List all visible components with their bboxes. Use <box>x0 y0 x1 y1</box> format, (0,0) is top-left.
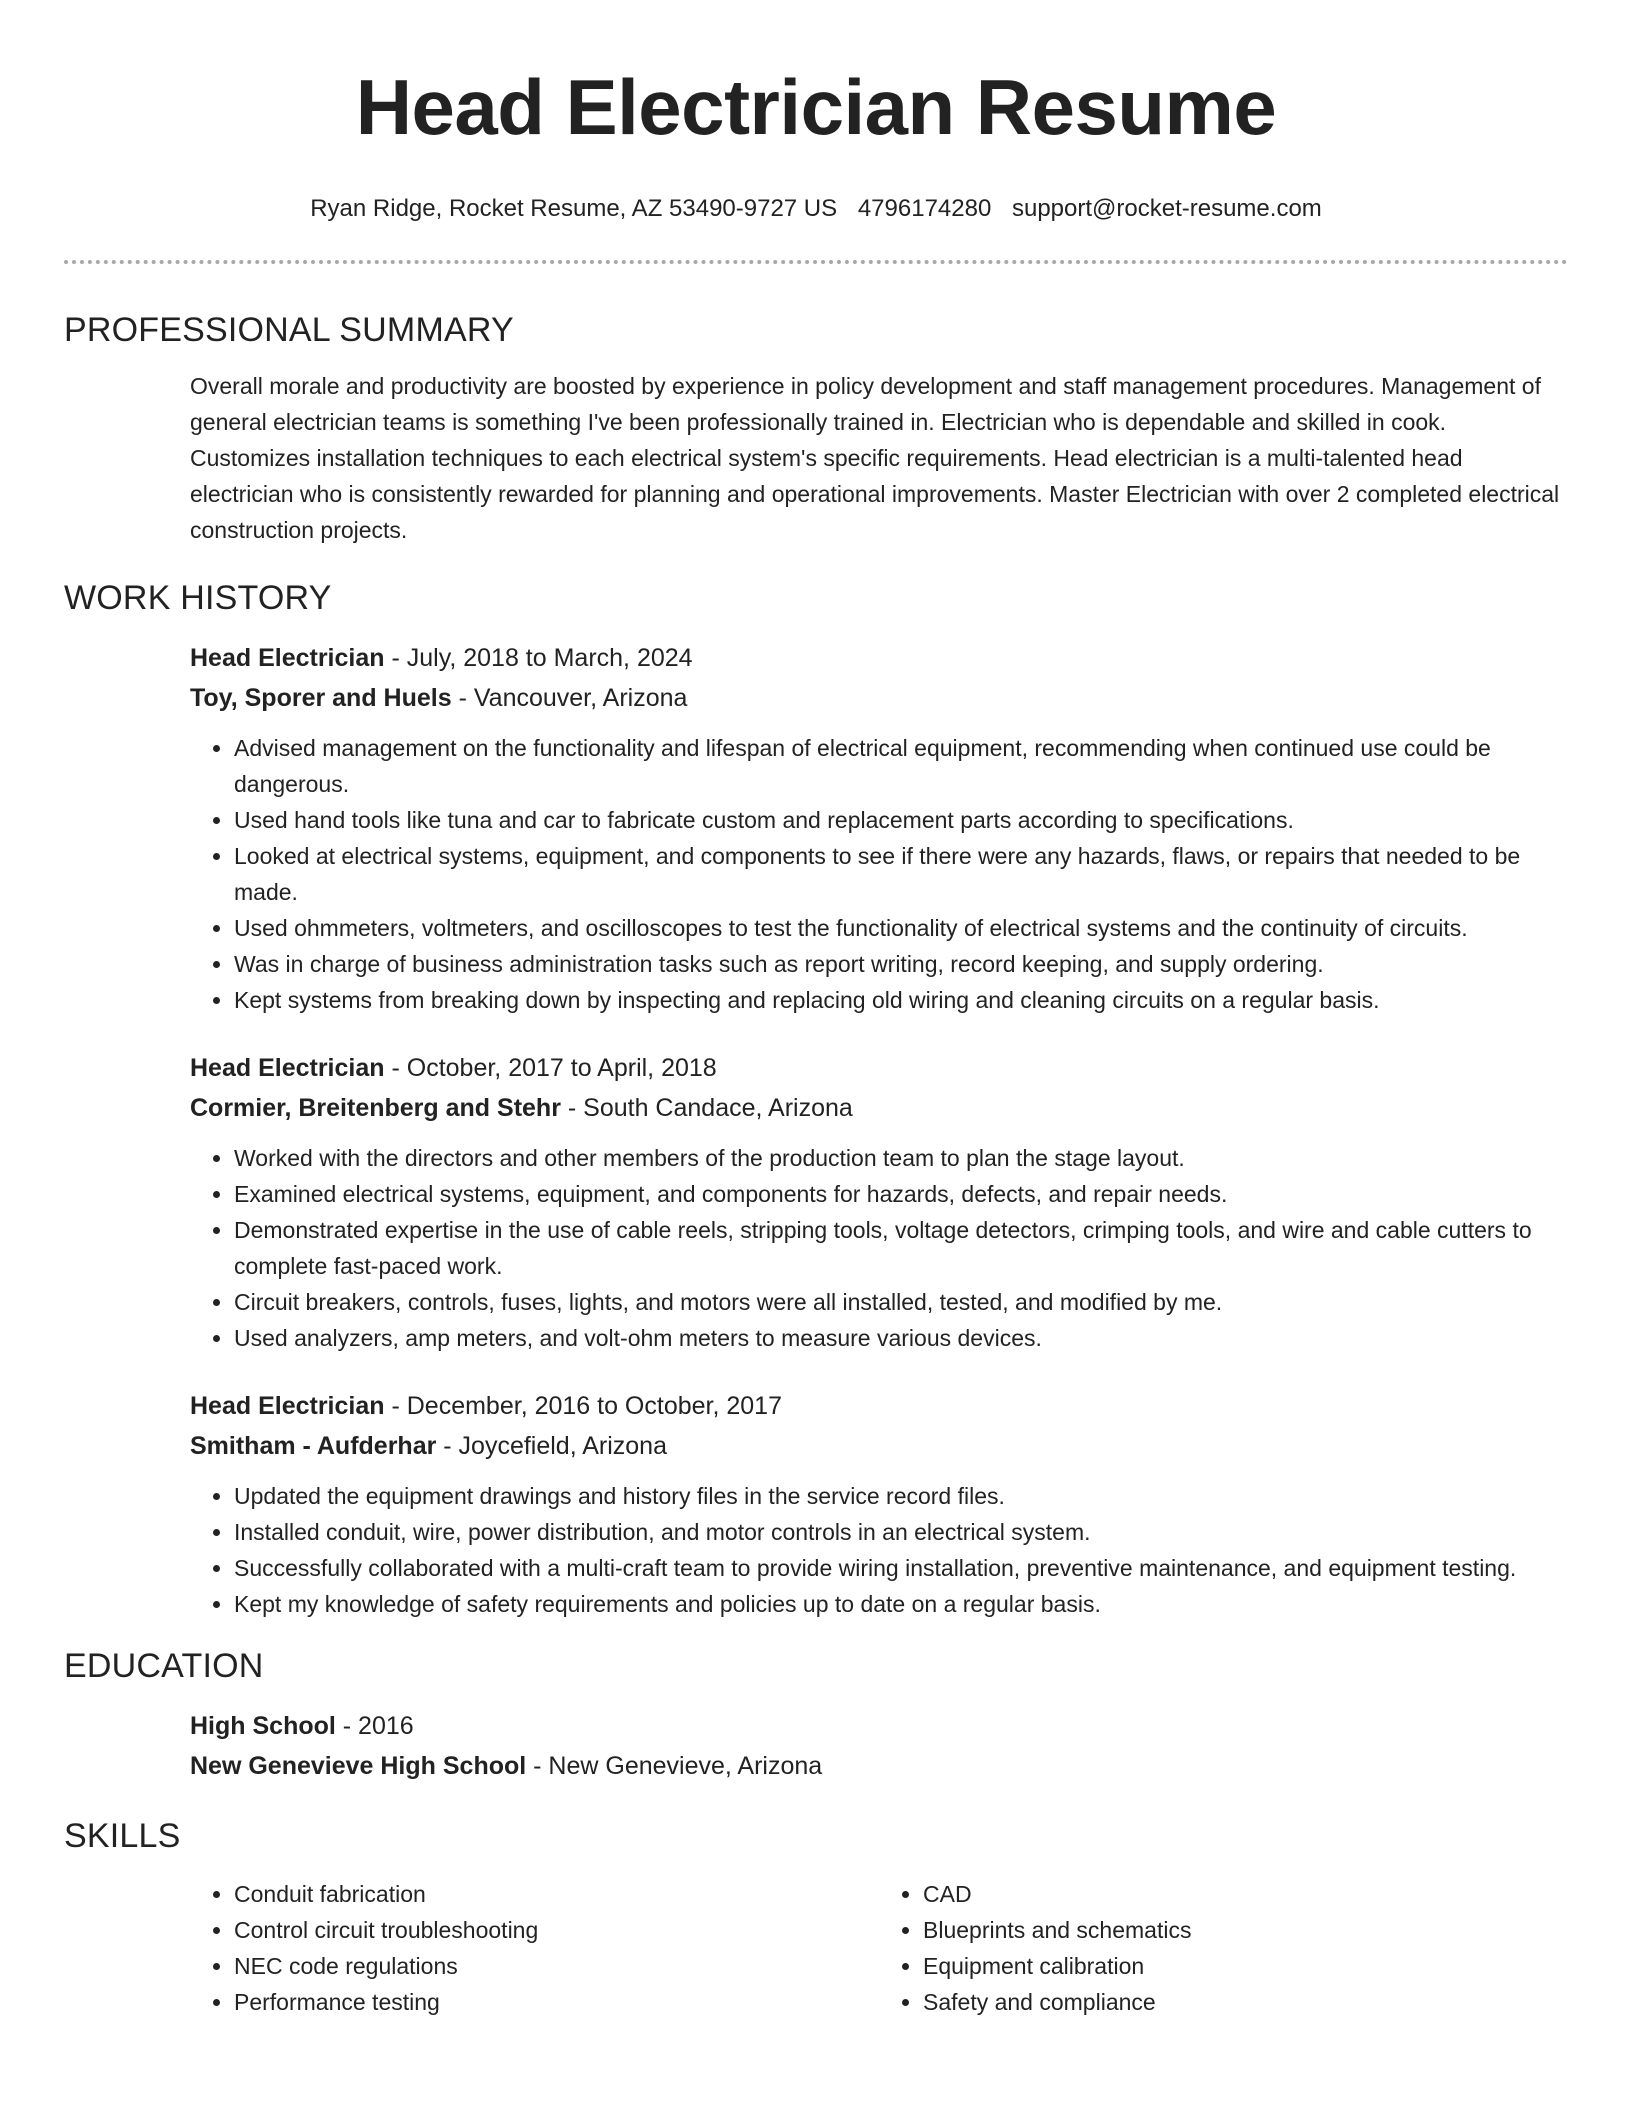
job-location: - Vancouver, Arizona <box>451 684 688 712</box>
list-item: • Used ohmmeters, voltmeters, and oscilloscopes to test the functionality of electrical systems and the continuity of circuits. <box>234 910 1568 946</box>
list-item: • Performance testing <box>234 1984 879 2020</box>
job-company: Smitham - Aufderhar <box>190 1432 437 1460</box>
list-item: • Worked with the directors and other members of the production team to plan the stage layout. <box>234 1140 1568 1176</box>
job-entry <box>190 1048 1568 1356</box>
contact-address: Ryan Ridge, Rocket Resume, AZ 53490-9727 US <box>310 195 838 222</box>
degree: High School <box>190 1712 336 1740</box>
list-item: • Used hand tools like tuna and car to fabricate custom and replacement parts according to specifications. <box>234 802 1568 838</box>
list-item: • Equipment calibration <box>923 1948 1568 1984</box>
school-location: - New Genevieve, Arizona <box>526 1752 823 1780</box>
summary-section <box>190 368 1568 548</box>
list-item: • Was in charge of business administration tasks such as report writing, record keeping, and supply ordering. <box>234 946 1568 982</box>
job-title: Head Electrician <box>190 1054 385 1082</box>
job-title: Head Electrician <box>190 1392 385 1420</box>
resume-title: Head Electrician Resume <box>355 63 1277 151</box>
list-item: • Advised management on the functionality and lifespan of electrical equipment, recommending when continued use could be dangerous. <box>234 730 1568 802</box>
list-item: • Used analyzers, amp meters, and volt-ohm meters to measure various devices. <box>234 1320 1568 1356</box>
list-item: • Safety and compliance <box>923 1984 1568 2020</box>
job-company: Toy, Sporer and Huels <box>190 684 452 712</box>
school-line <box>190 1746 1568 1786</box>
job-dates: - December, 2016 to October, 2017 <box>384 1392 782 1420</box>
list-item: • CAD <box>923 1876 1568 1912</box>
job-company-line <box>190 1426 1568 1466</box>
job-location: - Joycefield, Arizona <box>436 1432 667 1460</box>
contact-email: support@rocket-resume.com <box>1011 195 1322 222</box>
summary-text: Overall morale and productivity are boosted by experience in policy development and staff management procedures. Management of general electrician teams is something I've been professionally trained in. Electrician who is dependable and skilled in cook. Customizes installation techniques to each electrical system's specific requirements. Head electrician is a multi-talented head electrician who is consistently rewarded for planning and operational improvements. Master Electrician with over 2 completed electrical construction projects. <box>190 373 1560 543</box>
header-divider <box>64 260 1568 264</box>
job-dates: - July, 2018 to March, 2024 <box>384 644 693 672</box>
list-item: • Kept my knowledge of safety requirements and policies up to date on a regular basis. <box>234 1586 1568 1622</box>
job-location: - South Candace, Arizona <box>560 1094 853 1122</box>
work-history-heading: WORK HISTORY <box>64 579 332 617</box>
list-item: • NEC code regulations <box>234 1948 879 1984</box>
job-company-line <box>190 1088 1568 1128</box>
job-bullets <box>190 730 1568 1018</box>
job-dates: - October, 2017 to April, 2018 <box>384 1054 717 1082</box>
job-title-line <box>190 638 1568 678</box>
job-entry <box>190 1386 1568 1622</box>
list-item: • Looked at electrical systems, equipment, and components to see if there were any hazards, flaws, or repairs that needed to be made. <box>234 838 1568 910</box>
skills-list <box>190 1876 1568 2020</box>
list-item: • Examined electrical systems, equipment, and components for hazards, defects, and repair needs. <box>234 1176 1568 1212</box>
list-item: • Installed conduit, wire, power distribution, and motor controls in an electrical system. <box>234 1514 1568 1550</box>
job-company-line <box>190 678 1568 718</box>
list-item: • Kept systems from breaking down by inspecting and replacing old wiring and cleaning circuits on a regular basis. <box>234 982 1568 1018</box>
list-item: • Circuit breakers, controls, fuses, lights, and motors were all installed, tested, and modified by me. <box>234 1284 1568 1320</box>
contact-line <box>64 194 1568 224</box>
school-name: New Genevieve High School <box>190 1752 527 1780</box>
degree-line <box>190 1706 1568 1746</box>
job-company: Cormier, Breitenberg and Stehr <box>190 1094 561 1122</box>
list-item: • Successfully collaborated with a multi-craft team to provide wiring installation, preventive maintenance, and equipment testing. <box>234 1550 1568 1586</box>
job-title-line <box>190 1048 1568 1088</box>
education-heading: EDUCATION <box>64 1647 264 1685</box>
education-entry <box>190 1706 1568 1786</box>
summary-heading: PROFESSIONAL SUMMARY <box>64 311 514 349</box>
list-item: • Demonstrated expertise in the use of cable reels, stripping tools, voltage detectors, crimping tools, and wire and cable cutters to complete fast-paced work. <box>234 1212 1568 1284</box>
skills-column-right <box>879 1876 1568 2020</box>
list-item: • Blueprints and schematics <box>923 1912 1568 1948</box>
list-item: • Control circuit troubleshooting <box>234 1912 879 1948</box>
job-bullets <box>190 1140 1568 1356</box>
list-item: • Conduit fabrication <box>234 1876 879 1912</box>
skills-column-left <box>190 1876 879 2020</box>
contact-phone: 4796174280 <box>857 195 992 222</box>
job-entry <box>190 638 1568 1018</box>
skills-heading: SKILLS <box>64 1817 181 1855</box>
education-year: - 2016 <box>335 1712 414 1740</box>
job-title: Head Electrician <box>190 644 385 672</box>
job-bullets <box>190 1478 1568 1622</box>
job-title-line <box>190 1386 1568 1426</box>
list-item: • Updated the equipment drawings and history files in the service record files. <box>234 1478 1568 1514</box>
